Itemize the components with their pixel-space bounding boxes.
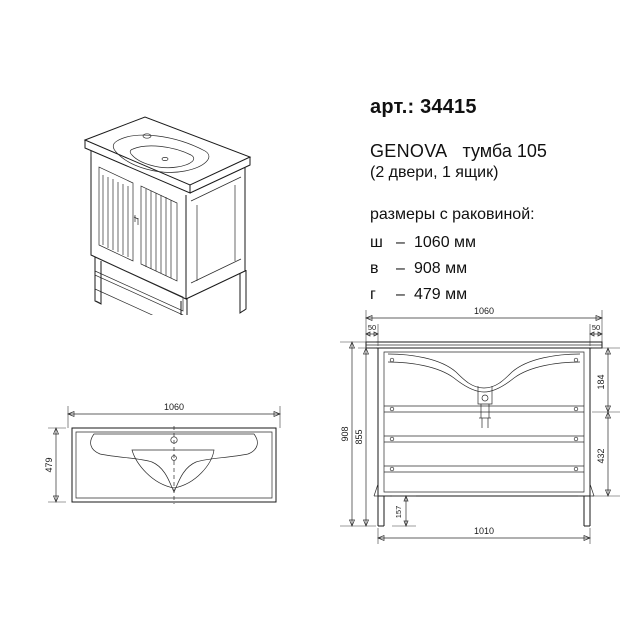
dimension-row-height xyxy=(370,260,628,278)
model-name: GENOVA xyxy=(370,141,448,161)
front-view-inset-right-label: 50 xyxy=(591,323,601,332)
dimensions-title: размеры с раковиной: xyxy=(370,206,535,223)
front-view-lower-height-label: 432 xyxy=(596,448,606,464)
dimension-key-width: ш xyxy=(370,234,383,251)
top-view-depth-label: 479 xyxy=(44,457,54,473)
dimension-value-depth: 479 мм xyxy=(414,286,468,303)
front-view-inset-left-label: 50 xyxy=(367,323,377,332)
perspective-view xyxy=(55,105,275,315)
dimension-dash-depth: – xyxy=(396,286,405,303)
dimension-value-width: 1060 мм xyxy=(414,234,477,251)
top-view xyxy=(32,392,312,542)
front-view-height-total-label: 908 xyxy=(340,426,350,442)
front-view xyxy=(330,300,630,550)
front-view-leg-height-label: 157 xyxy=(394,505,403,519)
model-subtitle: (2 двери, 1 ящик) xyxy=(370,164,499,181)
article-number: арт.: 34415 xyxy=(370,96,477,118)
front-view-top-width-label: 1060 xyxy=(473,306,495,316)
dimension-row-width xyxy=(370,234,628,252)
model-title xyxy=(370,141,628,162)
dimension-key-height: в xyxy=(370,260,379,277)
dimension-dash-height: – xyxy=(396,260,405,277)
dimension-dash-width: – xyxy=(396,234,405,251)
model-type: тумба 105 xyxy=(462,141,547,161)
front-view-section-height-label: 184 xyxy=(596,374,606,390)
front-view-height-body-label: 855 xyxy=(354,429,364,445)
dimension-value-height: 908 мм xyxy=(414,260,468,277)
front-view-bottom-width-label: 1010 xyxy=(473,526,495,536)
dimension-key-depth: г xyxy=(370,286,376,303)
specification-block xyxy=(370,96,628,312)
top-view-width-label: 1060 xyxy=(163,402,185,412)
